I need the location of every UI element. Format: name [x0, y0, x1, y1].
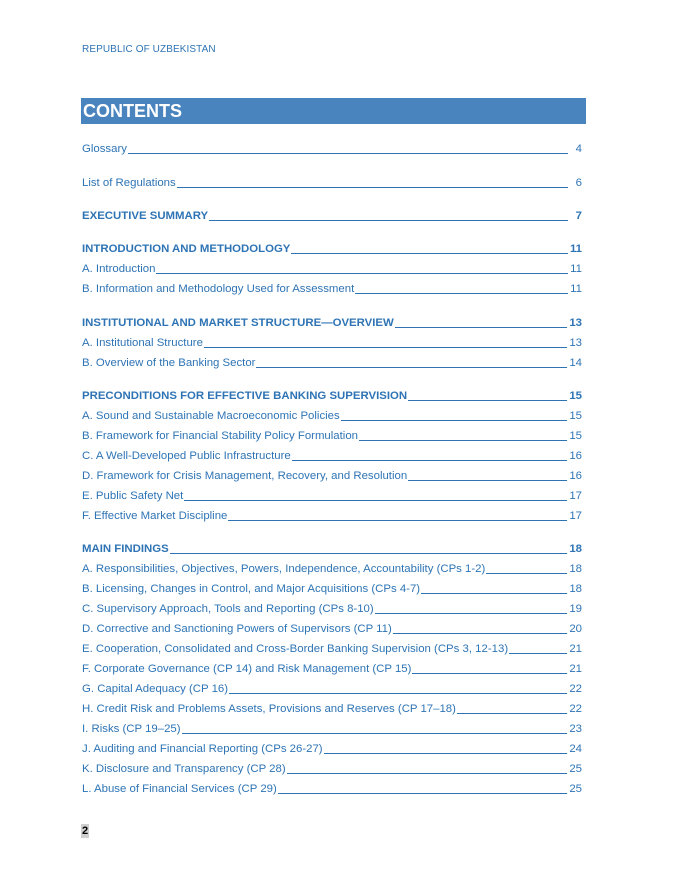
toc-entry[interactable]	[82, 620, 582, 636]
toc-entry-page-number: 11	[570, 263, 582, 275]
toc-leader-line	[170, 553, 568, 554]
toc-leader-line	[278, 793, 568, 794]
toc-entry[interactable]	[82, 447, 582, 463]
toc-leader-line	[375, 613, 568, 614]
toc-entry-label: D. Framework for Crisis Management, Recovery, and Resolution	[82, 470, 408, 482]
running-header: REPUBLIC OF UZBEKISTAN	[82, 44, 216, 55]
toc-entry-page-number: 18	[569, 563, 582, 575]
toc-leader-line	[509, 653, 567, 654]
toc-entry-label: C. A Well-Developed Public Infrastructure	[82, 450, 291, 462]
toc-entry[interactable]	[82, 260, 582, 276]
toc-leader-line	[292, 460, 568, 461]
toc-entry-page-number: 16	[569, 470, 582, 482]
toc-entry-label: J. Auditing and Financial Reporting (CPs 26-27)	[82, 743, 323, 755]
toc-entry[interactable]	[82, 740, 582, 756]
toc-entry[interactable]	[82, 487, 582, 503]
toc-entry-label: EXECUTIVE SUMMARY	[82, 210, 209, 222]
toc-entry[interactable]	[82, 580, 582, 596]
toc-entry-label: F. Corporate Governance (CP 14) and Risk Management (CP 15)	[82, 663, 412, 675]
toc-entry-page-number: 24	[569, 743, 582, 755]
toc-leader-line	[184, 500, 567, 501]
toc-entry[interactable]	[82, 600, 582, 616]
toc-leader-line	[421, 593, 567, 594]
toc-entry-label: MAIN FINDINGS	[82, 543, 169, 555]
toc-entry-page-number: 21	[569, 663, 582, 675]
toc-leader-line	[287, 773, 568, 774]
page-number: 2	[81, 825, 89, 837]
toc-entry-page-number: 15	[569, 390, 582, 402]
toc-entry-page-number: 16	[569, 450, 582, 462]
toc-entry-label: INSTITUTIONAL AND MARKET STRUCTURE—OVERVIEW	[82, 317, 394, 329]
toc-entry-page-number: 18	[569, 583, 582, 595]
toc-leader-line	[128, 153, 568, 154]
toc-entry-page-number: 15	[569, 410, 582, 422]
toc-entry-label: B. Overview of the Banking Sector	[82, 357, 256, 369]
toc-entry-label: List of Regulations	[82, 177, 176, 189]
toc-leader-line	[177, 187, 568, 188]
toc-section-entry[interactable]	[82, 207, 582, 223]
toc-entry-label: L. Abuse of Financial Services (CP 29)	[82, 783, 277, 795]
toc-entry-page-number: 14	[569, 357, 582, 369]
toc-entry[interactable]	[82, 720, 582, 736]
toc-entry[interactable]	[82, 507, 582, 523]
toc-entry[interactable]	[82, 280, 582, 296]
toc-entry[interactable]	[82, 700, 582, 716]
toc-entry-page-number: 22	[569, 703, 582, 715]
toc-entry-label: G. Capital Adequacy (CP 16)	[82, 683, 229, 695]
toc-leader-line	[209, 220, 568, 221]
toc-entry[interactable]	[82, 760, 582, 776]
toc-section-entry[interactable]	[82, 387, 582, 403]
toc-entry-page-number: 15	[569, 430, 582, 442]
toc-entry-page-number: 25	[569, 763, 582, 775]
toc-leader-line	[341, 420, 568, 421]
toc-entry-label: B. Information and Methodology Used for Assessment	[82, 283, 355, 295]
toc-entry-label: K. Disclosure and Transparency (CP 28)	[82, 763, 286, 775]
toc-leader-line	[182, 733, 568, 734]
toc-entry-page-number: 11	[569, 243, 582, 255]
toc-leader-line	[457, 713, 567, 714]
toc-leader-line	[359, 440, 567, 441]
toc-entry-page-number: 19	[569, 603, 582, 615]
toc-entry-label: A. Introduction	[82, 263, 156, 275]
toc-entry-label: H. Credit Risk and Problems Assets, Provisions and Reserves (CP 17–18)	[82, 703, 456, 715]
toc-entry[interactable]	[82, 354, 582, 370]
toc-entry-page-number: 17	[569, 510, 582, 522]
toc-entry[interactable]	[82, 467, 582, 483]
toc-entry-label: E. Public Safety Net	[82, 490, 184, 502]
toc-entry-page-number: 21	[569, 643, 582, 655]
toc-entry-page-number: 22	[569, 683, 582, 695]
toc-entry-page-number: 20	[569, 623, 582, 635]
toc-entry[interactable]	[82, 680, 582, 696]
toc-entry[interactable]	[82, 640, 582, 656]
toc-entry-page-number: 17	[569, 490, 582, 502]
toc-section-entry[interactable]	[82, 314, 582, 330]
toc-entry-page-number: 13	[569, 317, 582, 329]
toc-entry-page-number: 4	[575, 143, 582, 155]
toc-leader-line	[412, 673, 567, 674]
toc-entry-label: A. Institutional Structure	[82, 337, 203, 349]
toc-entry[interactable]	[82, 780, 582, 796]
toc-entry-page-number: 18	[569, 543, 582, 555]
toc-leader-line	[355, 293, 568, 294]
toc-entry-page-number: 7	[575, 210, 582, 222]
toc-leader-line	[393, 633, 568, 634]
toc-entry-label: INTRODUCTION AND METHODOLOGY	[82, 243, 291, 255]
toc-leader-line	[324, 753, 568, 754]
toc-entry-label: B. Licensing, Changes in Control, and Major Acquisitions (CPs 4-7)	[82, 583, 421, 595]
toc-entry-label: Glossary	[82, 143, 127, 155]
toc-entry-page-number: 13	[569, 337, 582, 349]
toc-entry-label: C. Supervisory Approach, Tools and Reporting (CPs 8-10)	[82, 603, 374, 615]
toc-entry[interactable]	[82, 174, 582, 190]
toc-entry-label: A. Sound and Sustainable Macroeconomic Policies	[82, 410, 340, 422]
toc-entry-label: F. Effective Market Discipline	[82, 510, 228, 522]
toc-entry-label: E. Cooperation, Consolidated and Cross-Border Banking Supervision (CPs 3, 12-13)	[82, 643, 509, 655]
toc-entry-page-number: 25	[569, 783, 582, 795]
toc-entry-page-number: 23	[569, 723, 582, 735]
toc-entry[interactable]	[82, 660, 582, 676]
toc-entry-label: PRECONDITIONS FOR EFFECTIVE BANKING SUPERVISION	[82, 390, 408, 402]
toc-leader-line	[204, 347, 567, 348]
toc-entry[interactable]	[82, 407, 582, 423]
toc-entry-label: B. Framework for Financial Stability Policy Formulation	[82, 430, 358, 442]
toc-entry-label: I. Risks (CP 19–25)	[82, 723, 181, 735]
toc-entry-page-number: 11	[570, 283, 582, 295]
toc-leader-line	[291, 253, 568, 254]
toc-leader-line	[156, 273, 568, 274]
toc-entry[interactable]	[82, 560, 582, 576]
toc-entry-page-number: 6	[575, 177, 582, 189]
toc-entry[interactable]	[82, 140, 582, 156]
toc-leader-line	[228, 520, 567, 521]
toc-entry[interactable]	[82, 334, 582, 350]
contents-banner	[81, 98, 586, 124]
toc-leader-line	[229, 693, 567, 694]
toc-leader-line	[256, 367, 567, 368]
contents-title: CONTENTS	[83, 101, 182, 121]
toc-entry-label: A. Responsibilities, Objectives, Powers, Independence, Accountability (CPs 1-2)	[82, 563, 486, 575]
toc-entry[interactable]	[82, 427, 582, 443]
toc-leader-line	[395, 327, 568, 328]
toc-section-entry[interactable]	[82, 540, 582, 556]
toc-entry-label: D. Corrective and Sanctioning Powers of Supervisors (CP 11)	[82, 623, 392, 635]
toc-leader-line	[486, 573, 567, 574]
toc-leader-line	[408, 480, 567, 481]
toc-leader-line	[408, 400, 567, 401]
toc-section-entry[interactable]	[82, 240, 582, 256]
